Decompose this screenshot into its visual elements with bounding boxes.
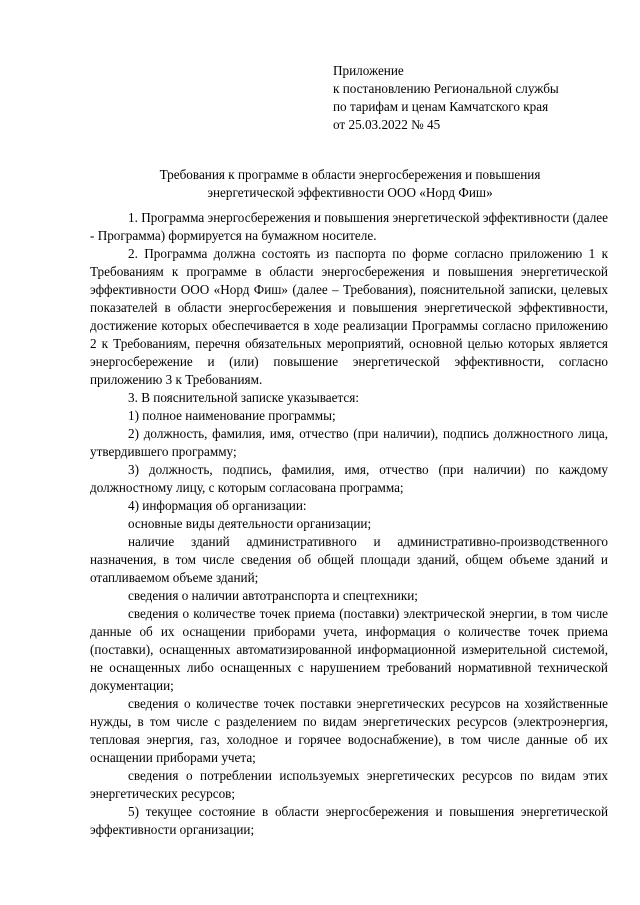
title-line-1: Требования к программе в области энергосбережения и повышения — [159, 167, 541, 182]
paragraph-2: 2. Программа должна состоять из паспорта по форме согласно приложению 1 к Требованиям к программе в области энергосбережения и повышения энергетической эффективности ООО «Норд Фиш» (далее – Требования), пояснительной записки, целевых показателей в области энергосбережения и повышения энергетической эффективности, достижение которых обеспечивается в ходе реализации Программы согласно приложению 2 к Требованиям, перечня обязательных мероприятий, основной целью которых является энергосбережение и (или) повышение энергетической эффективности, согласно приложению 3 к Требованиям. — [90, 246, 608, 387]
appendix-label: Приложение — [333, 63, 404, 78]
appendix-header — [333, 62, 623, 134]
list-item-5: 5) текущее состояние в области энергосбережения и повышения энергетической эффективности организации; — [90, 804, 608, 837]
paragraph-3: 3. В пояснительной записке указывается: — [128, 390, 360, 405]
sub-item-consumption: сведения о потреблении используемых энергетических ресурсов по видам этих энергетических ресурсов; — [90, 768, 608, 801]
title-line-2: энергетической эффективности ООО «Норд Фиш» — [207, 185, 493, 200]
sub-item-buildings: наличие зданий административного и административно-производственного назначения, в том числе сведения об общей площади зданий, общем объеме зданий и отапливаемом объеме зданий; — [90, 534, 608, 585]
appendix-resolution-line: к постановлению Региональной службы — [333, 81, 559, 96]
sub-item-electricity-points: сведения о количестве точек приема (поставки) электрической энергии, в том числе данные об их оснащении приборами учета, информация о количестве точек приема (поставки), оснащенных автоматизированной информационной измерительной системой, не оснащенных либо оснащенных с нарушением требований нормативной технической документации; — [90, 606, 608, 693]
list-item-4: 4) информация об организации: — [128, 498, 307, 513]
appendix-date-number: от 25.03.2022 № 45 — [333, 117, 441, 132]
list-item-1: 1) полное наименование программы; — [128, 408, 336, 423]
paragraph-1: 1. Программа энергосбережения и повышения энергетической эффективности (далее - Программа) формируется на бумажном носителе. — [90, 210, 608, 243]
document-title — [90, 166, 610, 202]
sub-item-vehicles: сведения о наличии автотранспорта и спецтехники; — [128, 588, 418, 603]
list-item-3: 3) должность, подпись, фамилия, имя, отчество (при наличии) по каждому должностному лицу, с которым согласована программа; — [90, 462, 608, 495]
appendix-agency-line: по тарифам и ценам Камчатского края — [333, 99, 549, 114]
sub-item-resource-points: сведения о количестве точек поставки энергетических ресурсов на хозяйственные нужды, в том числе с разделением по видам энергетических ресурсов (электроэнергия, тепловая энергия, газ, холодное и горячее водоснабжение), в том числе данные об их оснащении приборами учета; — [90, 696, 608, 765]
list-item-2: 2) должность, фамилия, имя, отчество (при наличии), подпись должностного лица, утвердившего программу; — [90, 426, 608, 459]
document-body — [90, 209, 608, 839]
sub-item-activities: основные виды деятельности организации; — [128, 516, 372, 531]
